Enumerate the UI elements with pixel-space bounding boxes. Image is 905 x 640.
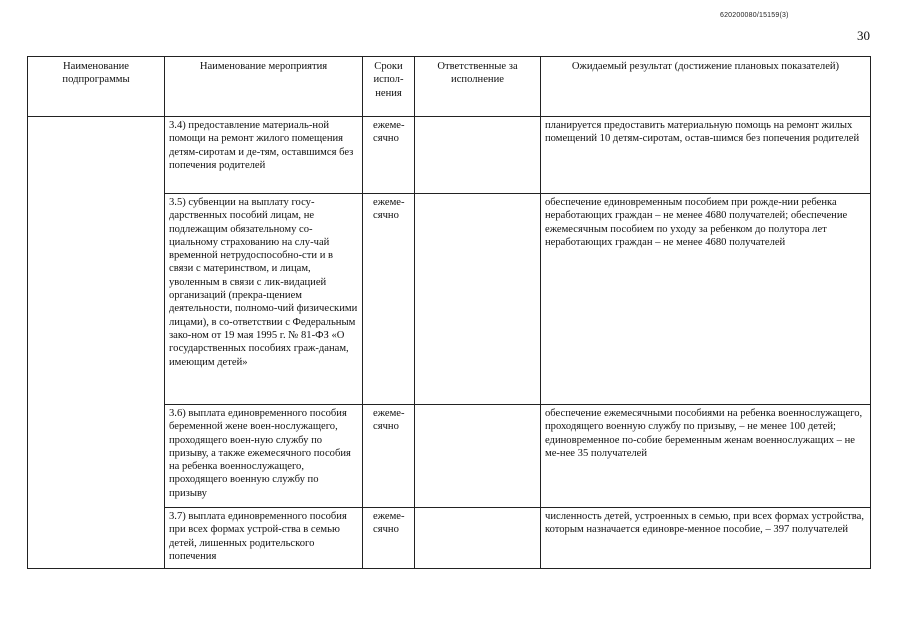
responsible-cell <box>415 508 541 569</box>
page-number: 30 <box>857 28 870 43</box>
table-header-row <box>28 57 871 117</box>
result-cell: обеспечение единовременным пособием при рожде-нии ребенка неработающих граждан – не менее 4680 получателей; обеспечение ежемесячным пособием по уходу за ребенком до полутора лет неработающих граждан – не менее 4680 получателей <box>541 194 871 405</box>
term-cell: ежеме-сячно <box>363 117 415 194</box>
responsible-cell <box>415 405 541 508</box>
responsible-cell <box>415 117 541 194</box>
header-subprogram: Наименование подпрограммы <box>28 57 165 117</box>
result-cell: планируется предоставить материальную помощь на ремонт жилых помещений 10 детям-сиротам, остав-шимся без попечения родителей <box>541 117 871 194</box>
subprogram-cell <box>28 117 165 569</box>
measures-table <box>27 56 871 569</box>
measure-cell: 3.4) предоставление материаль-ной помощи на ремонт жилого помещения детям-сиротам и де-тям, оставшимся без попечения родителей <box>165 117 363 194</box>
term-cell: ежеме-сячно <box>363 508 415 569</box>
header-measure: Наименование мероприятия <box>165 57 363 117</box>
result-cell: численность детей, устроенных в семью, при всех формах устройства, которым назначается единовре-менное пособие, – 397 получателей <box>541 508 871 569</box>
header-term: Сроки испол-нения <box>363 57 415 117</box>
responsible-cell <box>415 194 541 405</box>
measure-cell: 3.6) выплата единовременного пособия беременной жене воен-нослужащего, проходящего воен-ную службу по призыву, а также ежемесячного пособия на ребенка военнослужащего, проходящего военную службу по призыву <box>165 405 363 508</box>
term-cell: ежеме-сячно <box>363 194 415 405</box>
document-code: 620200080/15159(3) <box>720 12 789 19</box>
measure-cell: 3.7) выплата единовременного пособия при всех формах устрой-ства в семью детей, лишенных родительского попечения <box>165 508 363 569</box>
header-responsible: Ответственные за исполнение <box>415 57 541 117</box>
table-row <box>28 117 871 194</box>
term-cell: ежеме-сячно <box>363 405 415 508</box>
result-cell: обеспечение ежемесячными пособиями на ребенка военнослужащего, проходящего военную службу по призыву, – не менее 100 детей; единовременное по-собие беременным женам военнослужащих – не ме-нее 35 получателей <box>541 405 871 508</box>
header-result: Ожидаемый результат (достижение плановых показателей) <box>541 57 871 117</box>
measure-cell: 3.5) субвенции на выплату госу-дарственных пособий лицам, не подлежащим обязательному со-циальному страхованию на слу-чай временной нетрудоспособно-сти и в связи с материнством, и лицам, уволенным в связи с лик-видацией организаций (прекра-щением деятельности, полномо-чий физическими лицами), в со-ответствии с Федеральным зако-ном от 19 мая 1995 г. № 81-ФЗ «О государственных пособиях граж-данам, имеющим детей» <box>165 194 363 405</box>
